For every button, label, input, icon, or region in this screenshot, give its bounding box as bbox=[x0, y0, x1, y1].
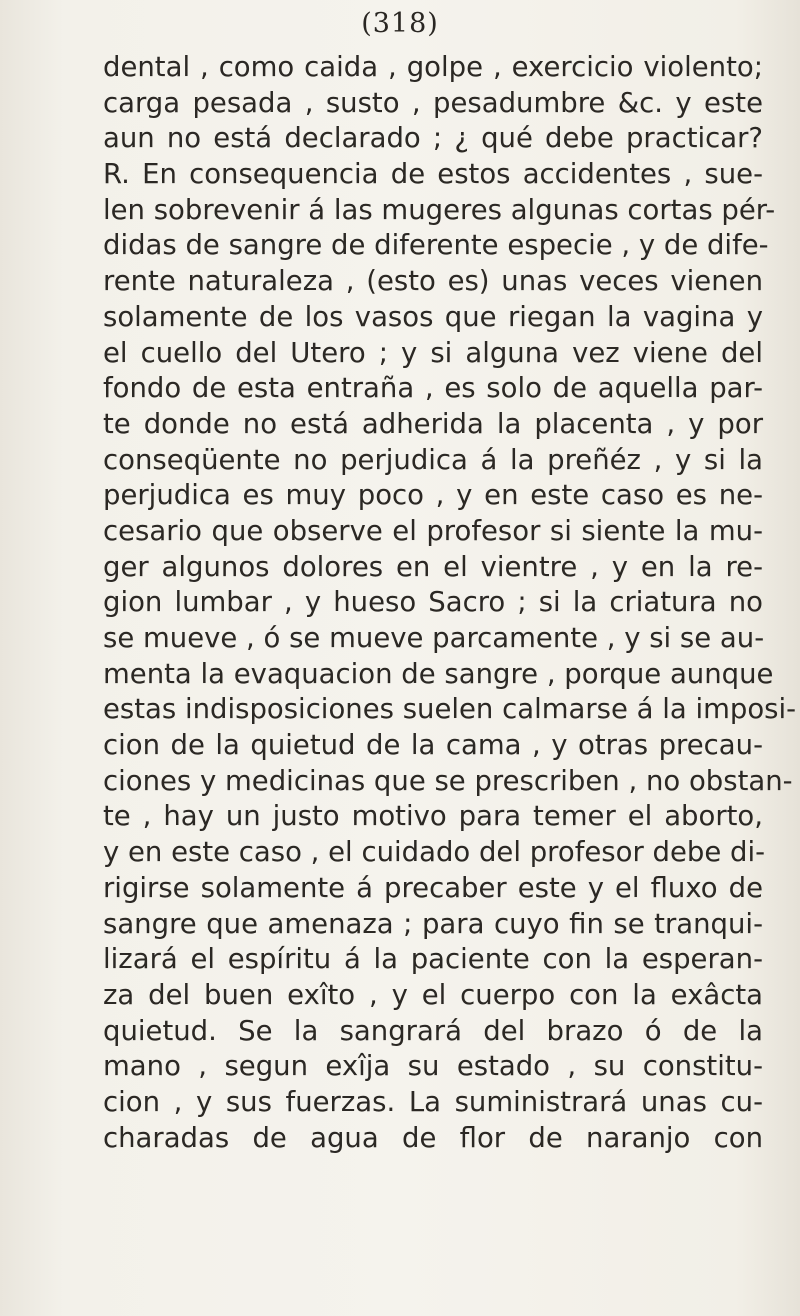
text-line: se mueve , ó se mueve parcamente , y si se au- bbox=[103, 622, 765, 654]
text-line: cion de la quietud de la cama , y otras precau- bbox=[103, 729, 763, 762]
body-text bbox=[103, 50, 797, 1156]
text-line: ciones y medicinas que se prescriben , no obstan- bbox=[103, 764, 793, 797]
text-line: sangre que amenaza ; para cuyo fin se tranqui- bbox=[103, 907, 763, 940]
text-line: len sobrevenir á las mugeres algunas cortas pér- bbox=[103, 193, 776, 226]
text-line: solamente de los vasos que riegan la vagina y bbox=[103, 300, 763, 333]
text-line: fondo de esta entraña , es solo de aquella par- bbox=[103, 372, 763, 405]
text-line: rigirse solamente á precaber este y el fluxo de bbox=[103, 871, 763, 904]
text-line: za del buen exîto , y el cuerpo con la exâcta bbox=[103, 978, 763, 1011]
text-line: R. En consequencia de estos accidentes , sue- bbox=[103, 158, 763, 191]
text-line: rente naturaleza , (esto es) unas veces vienen bbox=[103, 265, 763, 298]
text-line: carga pesada , susto , pesadumbre &c. y este bbox=[103, 86, 763, 119]
text-line: estas indisposiciones suelen calmarse á la imposi- bbox=[103, 693, 797, 726]
text-line: y en este caso , el cuidado del profesor debe di- bbox=[103, 836, 766, 869]
text-line: gion lumbar , y hueso Sacro ; si la criatura no bbox=[103, 586, 763, 619]
text-line: lizará el espíritu á la paciente con la esperan- bbox=[103, 943, 763, 976]
text-line: charadas de agua de flor de naranjo con bbox=[103, 1121, 763, 1154]
text-line: menta la evaquacion de sangre , porque aunque bbox=[103, 657, 774, 690]
text-line: cesario que observe el profesor si siente la mu- bbox=[103, 514, 763, 547]
text-line: quietud. Se la sangrará del brazo ó de la bbox=[103, 1014, 763, 1047]
text-line: didas de sangre de diferente especie , y de dife- bbox=[103, 229, 769, 262]
text-line: ger algunos dolores en el vientre , y en la re- bbox=[103, 550, 763, 583]
text-line: dental , como caida , golpe , exercicio violento; bbox=[103, 51, 763, 83]
text-line: mano , segun exîja su estado , su constitu- bbox=[103, 1050, 763, 1083]
text-line: cion , y sus fuerzas. La suministrará unas cu- bbox=[103, 1085, 763, 1118]
text-line: perjudica es muy poco , y en este caso es ne- bbox=[103, 479, 763, 512]
text-line: te , hay un justo motivo para temer el aborto, bbox=[103, 800, 763, 833]
text-line: aun no está declarado ; ¿ qué debe practicar? bbox=[103, 122, 763, 155]
text-line: te donde no está adherida la placenta , y por bbox=[103, 407, 763, 440]
text-line: conseqüente no perjudica á la preñéz , y si la bbox=[103, 443, 763, 476]
text-line: el cuello del Utero ; y si alguna vez viene del bbox=[103, 336, 763, 369]
page-number: (318) bbox=[361, 8, 439, 39]
